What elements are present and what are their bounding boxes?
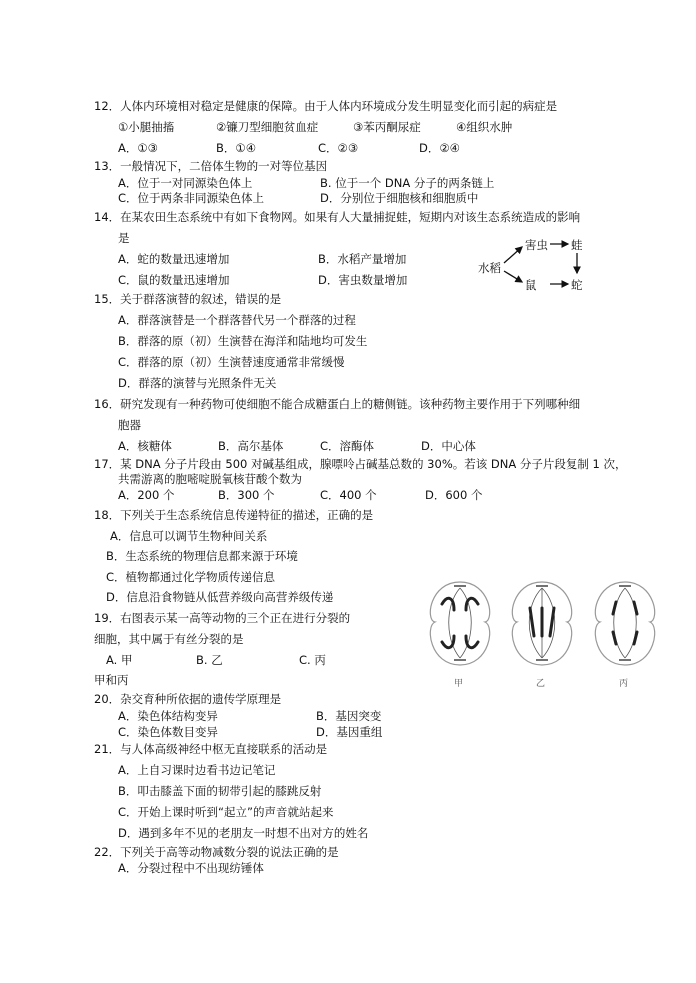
q15-option-b: B．群落的原（初）生演替在海洋和陆地均可发生 [118,334,368,348]
q12-option-d: D．②④ [419,141,460,155]
q12-item-1: ①小腿抽搐 [118,120,175,134]
q18-stem: 18．下列关于生态系统信息传递特征的描述，正确的是 [94,508,374,522]
q18-option-b: B．生态系统的物理信息都来源于环境 [106,549,298,563]
food-web-diagram [478,235,598,295]
q12-option-a: A．①③ [118,141,158,155]
foodweb-snake: 蛇 [571,278,583,292]
q14-option-b: B．水稻产量增加 [318,252,407,266]
q16-stem: 16．研究发现有一种药物可使细胞不能合成糖蛋白上的糖侧链。该种药物主要作用于下列哪种细 [94,397,581,411]
q12-option-b: B．①④ [216,141,257,155]
q14-stem: 14．在某农田生态系统中有如下食物网。如果有人大量捕捉蛙，短期内对该生态系统造成的影响 [94,210,581,224]
q13-option-c: C．位于两条非同源染色体上 [118,191,265,205]
q21-option-b: B．叩击膝盖下面的韧带引起的膝跳反射 [118,784,322,798]
q19-option-b: B. 乙 [196,653,223,667]
q13-option-d: D．分别位于细胞核和细胞质中 [320,191,479,205]
cell-label-jia: 甲 [454,679,464,689]
cell-label-bing: 丙 [619,679,629,689]
q19-stem-continued: 细胞，其中属于有丝分裂的是 [94,632,244,646]
foodweb-pest: 害虫 [525,238,548,252]
q18-option-d: D．信息沿食物链从低营养级向高营养级传递 [106,590,334,604]
q13-option-b: B. 位于一个 DNA 分子的两条链上 [320,176,495,190]
q21-stem: 21．与人体高级神经中枢无直接联系的活动是 [94,742,328,756]
q17-option-c: C．400 个 [320,488,377,502]
foodweb-frog: 蛙 [571,238,583,252]
q13-option-a: A．位于一对同源染色体上 [118,176,253,190]
q16-option-b: B．高尔基体 [218,439,284,453]
q16-option-d: D．中心体 [421,439,476,453]
q20-option-b: B．基因突变 [316,709,382,723]
q18-option-a: A．信息可以调节生物种间关系 [110,529,268,543]
q14-option-d: D．害虫数量增加 [318,273,408,287]
q17-option-a: A．200 个 [118,488,175,502]
q17-stem-continued: 共需游离的胞嘧啶脱氧核苷酸个数为 [118,472,302,486]
q14-option-c: C．鼠的数量迅速增加 [118,273,230,287]
q12-item-2: ②镰刀型细胞贫血症 [216,120,319,134]
q16-option-c: C．溶酶体 [320,439,375,453]
q15-option-a: A．群落演替是一个群落替代另一个群落的过程 [118,313,356,327]
q19-option-c: C. 丙 [299,653,326,667]
q14-stem-continued: 是 [118,231,130,245]
q15-option-c: C．群落的原（初）生演替速度通常非常缓慢 [118,355,345,369]
q13-stem: 13．一般情况下，二倍体生物的一对等位基因 [94,159,328,173]
cell-label-yi: 乙 [536,679,546,689]
q21-option-d: D．遇到多年不见的老朋友一时想不出对方的姓名 [118,826,369,840]
q22-stem: 22．下列关于高等动物减数分裂的说法正确的是 [94,845,339,859]
q16-stem-continued: 胞器 [118,418,141,432]
foodweb-mouse: 鼠 [525,278,537,292]
q20-option-d: D．基因重组 [316,725,383,739]
q21-option-a: A．上自习课时边看书边记笔记 [118,763,276,777]
q19-option-a: A. 甲 [106,653,133,667]
q15-option-d: D．群落的演替与光照条件无关 [118,376,277,390]
q16-option-a: A．核糖体 [118,439,172,453]
q20-option-a: A．染色体结构变异 [118,709,218,723]
q17-stem: 17．某 DNA 分子片段由 500 对碱基组成，腺嘌呤占碱基总数的 30%。若该 DNA 分子片段复制 1 次， [94,457,627,471]
q20-stem: 20．杂交育种所依据的遗传学原理是 [94,692,282,706]
q14-option-a: A．蛇的数量迅速增加 [118,252,230,266]
q12-option-c: C．②③ [318,141,359,155]
cell-division-drawings [420,570,670,675]
q22-option-a: A．分裂过程中不出现纺锤体 [118,861,264,875]
q19-option-d: 甲和丙 [94,673,129,687]
q19-stem: 19．右图表示某一高等动物的三个正在进行分裂的 [94,611,351,625]
q17-option-d: D．600 个 [425,488,483,502]
q12-item-4: ④组织水肿 [456,120,513,134]
q12-item-3: ③苯丙酮尿症 [353,120,421,134]
foodweb-rice: 水稻 [478,261,501,275]
foodweb-arrows [478,235,598,295]
q18-option-c: C．植物都通过化学物质传递信息 [106,570,276,584]
q15-stem: 15．关于群落演替的叙述，错误的是 [94,292,282,306]
q17-option-b: B．300 个 [218,488,275,502]
cell-division-figure [420,570,670,690]
q20-option-c: C．染色体数目变异 [118,725,219,739]
q21-option-c: C．开始上课时听到“起立”的声音就站起来 [118,805,334,819]
q12-stem: 12．人体内环境相对稳定是健康的保障。由于人体内环境成分发生明显变化而引起的病症是 [94,99,558,113]
